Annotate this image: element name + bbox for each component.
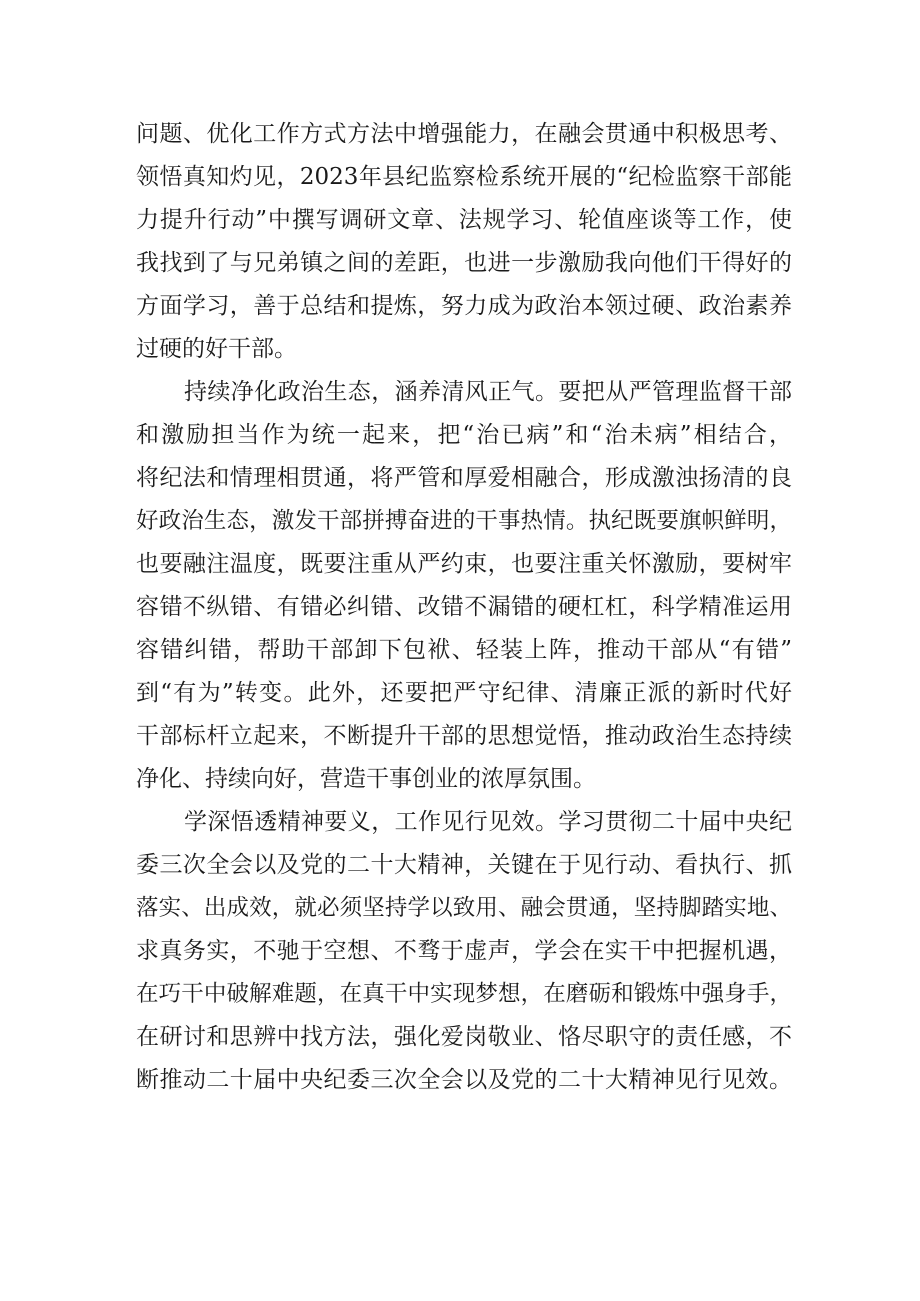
text-line: 方面学习，善于总结和提炼，努力成为政治本领过硬、政治素养	[136, 293, 792, 319]
text-line: 领悟真知灼见，2023年县纪监察检系统开展的“纪检监察干部能	[136, 164, 792, 190]
text-line: 委三次全会以及党的二十大精神，关键在于见行动、看执行、抓	[136, 852, 792, 878]
text-line: 我找到了与兄弟镇之间的差距，也进一步激励我向他们干得好的	[136, 250, 792, 276]
text-line: 容错纠错，帮助干部卸下包袱、轻装上阵，推动干部从“有错”	[136, 637, 792, 663]
paragraph-heading-line: 持续净化政治生态，涵养清风正气。要把从严管理监督干部	[184, 379, 792, 405]
text-line: 问题、优化工作方式方法中增强能力，在融会贯通中积极思考、	[136, 121, 792, 147]
paragraph-heading-line: 学深悟透精神要义，工作见行见效。学习贯彻二十届中央纪	[184, 809, 792, 835]
text-line: 落实、出成效，就必须坚持学以致用、融会贯通，坚持脚踏实地、	[136, 895, 792, 921]
text-line: 在巧干中破解难题，在真干中实现梦想，在磨砺和锻炼中强身手，	[136, 981, 792, 1007]
text-line: 过硬的好干部。	[136, 336, 297, 362]
text-line: 净化、持续向好，营造干事创业的浓厚氛围。	[136, 766, 596, 792]
text-line: 力提升行动”中撰写调研文章、法规学习、轮值座谈等工作，使	[136, 207, 792, 233]
text-line: 和激励担当作为统一起来，把“治已病”和“治未病”相结合，	[136, 422, 792, 448]
text-line: 将纪法和情理相贯通，将严管和厚爱相融合，形成激浊扬清的良	[136, 465, 792, 491]
text-line: 好政治生态，激发干部拼搏奋进的干事热情。执纪既要旗帜鲜明，	[136, 508, 792, 534]
text-line: 在研讨和思辨中找方法，强化爱岗敬业、恪尽职守的责任感，不	[136, 1024, 792, 1050]
text-line: 断推动二十届中央纪委三次全会以及党的二十大精神见行见效。	[136, 1067, 792, 1093]
text-line: 到“有为”转变。此外，还要把严守纪律、清廉正派的新时代好	[136, 680, 792, 706]
text-line: 干部标杆立起来，不断提升干部的思想觉悟，推动政治生态持续	[136, 723, 792, 749]
text-line: 求真务实，不驰于空想、不骛于虚声，学会在实干中把握机遇，	[136, 938, 792, 964]
text-line: 容错不纵错、有错必纠错、改错不漏错的硬杠杠，科学精准运用	[136, 594, 792, 620]
text-line: 也要融注温度，既要注重从严约束，也要注重关怀激励，要树牢	[136, 551, 792, 577]
